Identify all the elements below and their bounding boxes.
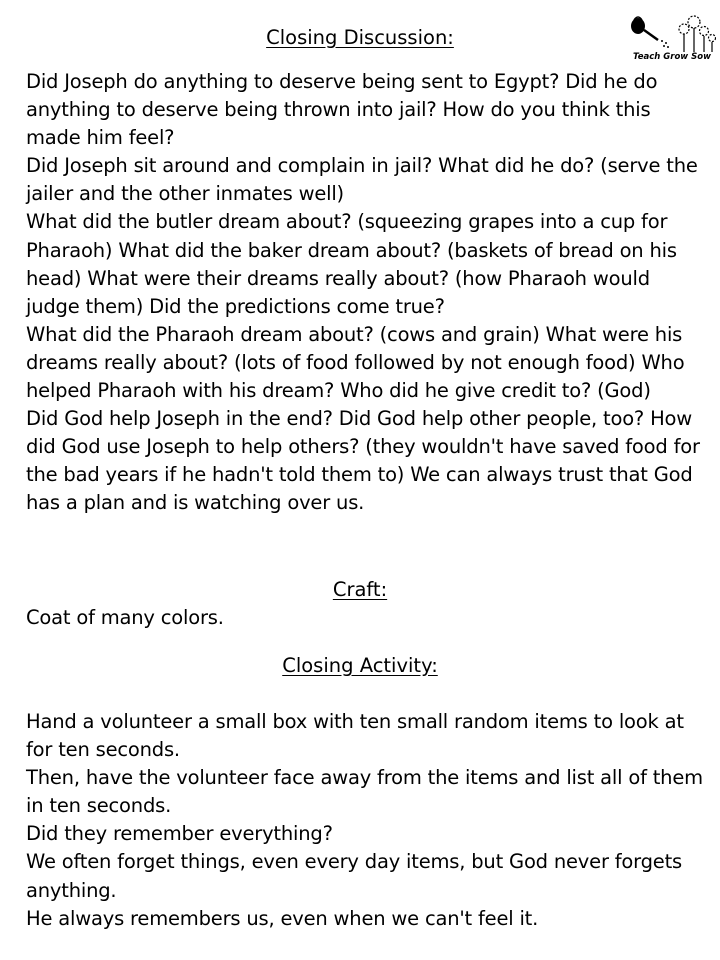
craft-body [26,604,706,632]
craft-heading: Craft: [332,578,388,601]
activity-paragraph: Hand a volunteer a small box with ten small random items to look at for ten seconds. [26,710,684,762]
discussion-paragraph: What did the butler dream about? (squeezing grapes into a cup for Pharaoh) What did the baker dream about? (baskets of bread on his head) What were their dreams really about? (how Pharaoh would judge them) Did the predictions come true? [26,210,677,318]
logo-text: Teach Grow Sow [633,52,711,62]
closing-activity-heading: Closing Activity: [282,654,438,677]
discussion-paragraph: Did Joseph sit around and complain in jail? What did he do? (serve the jailer and the other inmates well) [26,154,698,206]
craft-text: Coat of many colors. [26,606,224,629]
closing-activity-body [26,708,706,933]
discussion-paragraph: Did God help Joseph in the end? Did God help other people, too? How did God use Joseph to help others? (they wouldn't have saved food for the bad years if he hadn't told them to) We can always trust that God has a plan and is watching over us. [26,407,700,515]
discussion-paragraph: What did the Pharaoh dream about? (cows and grain) What were his dreams really about? (lots of food followed by not enough food) Who helped Pharaoh with his dream? Who did he give credit to? (God) [26,322,685,403]
discussion-paragraph: Did Joseph do anything to deserve being sent to Egypt? Did he do anything to deserve being thrown into jail? How do you think this made him feel? [26,70,658,150]
activity-paragraph: He always remembers us, even when we can't feel it. [26,906,539,930]
activity-paragraph: Did they remember everything? [26,822,333,846]
closing-discussion-body [26,68,706,518]
closing-discussion-heading: Closing Discussion: [266,26,454,49]
activity-paragraph: We often forget things, even every day items, but God never forgets anything. [26,850,683,902]
activity-paragraph: Then, have the volunteer face away from the items and list all of them in ten seconds. [26,766,703,818]
